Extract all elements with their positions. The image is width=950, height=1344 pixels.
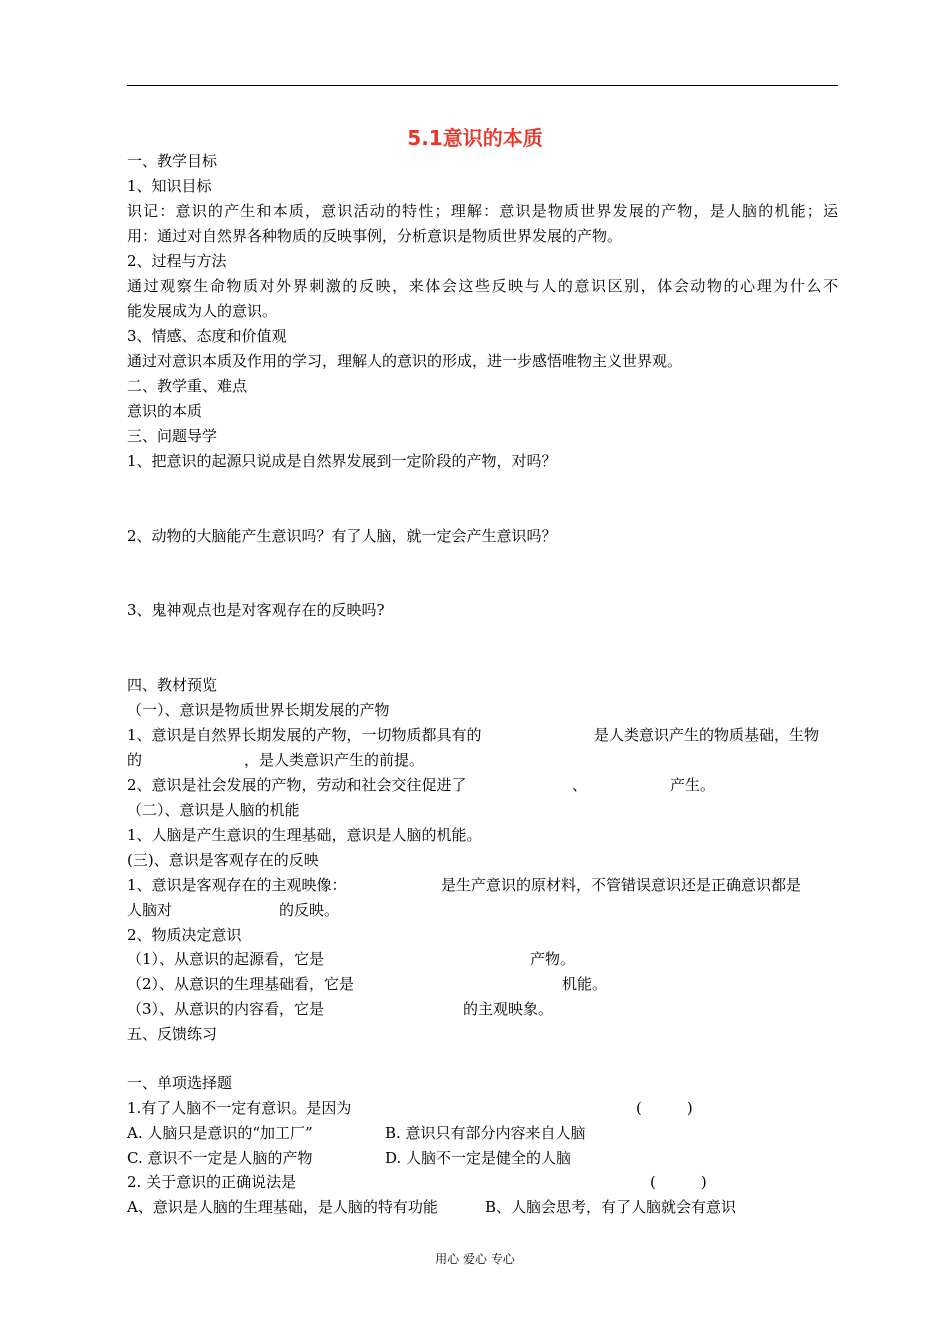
fill-line-text: ，是人类意识产生的前提。 xyxy=(244,751,425,769)
fill-line-text: 、 xyxy=(572,776,588,794)
exercise-heading: 一、单项选择题 xyxy=(127,1074,233,1092)
fill-line-text: 是生产意识的原材料，不管错误意识还是正确意识都是 xyxy=(441,876,802,894)
fill-line-text: 产物。 xyxy=(530,950,576,968)
option-b: B. 意识只有部分内容来自人脑 xyxy=(385,1124,586,1142)
paragraph-line: 能发展成为人的意识。 xyxy=(127,302,278,320)
header-rule xyxy=(127,85,838,86)
answer-blank: ( ) xyxy=(636,1099,693,1117)
fill-line-text: 是人类意识产生的物质基础，生物 xyxy=(594,726,820,744)
option-a: A. 人脑只是意识的“加工厂” xyxy=(127,1124,313,1142)
option-a: A、意识是人脑的生理基础，是人脑的特有功能 xyxy=(127,1198,438,1216)
subheading-preview-1: （一）、意识是物质世界长期发展的产物 xyxy=(127,701,390,719)
fill-line-text: 的反映。 xyxy=(279,901,340,919)
fill-line-text: （3）、从意识的内容看，它是 xyxy=(127,1000,325,1018)
subheading-knowledge: 1、知识目标 xyxy=(127,177,212,195)
fill-line-text: 1、意识是客观存在的主观映像： xyxy=(127,876,347,894)
subheading-values: 3、情感、态度和价值观 xyxy=(127,327,287,345)
option-b: B、人脑会思考，有了人脑就会有意识 xyxy=(485,1198,737,1216)
page-footer: 用心 爱心 专心 xyxy=(435,1252,515,1266)
paragraph-line: 意识的本质 xyxy=(127,402,203,420)
paragraph-line: 1、人脑是产生意识的生理基础，意识是人脑的机能。 xyxy=(127,826,482,844)
exercise-question-1: 1.有了人脑不一定有意识。是因为 xyxy=(127,1099,352,1117)
fill-line-text: （2）、从意识的生理基础看，它是 xyxy=(127,975,355,993)
fill-line-text: 2、意识是社会发展的产物，劳动和社会交往促进了 xyxy=(127,776,467,794)
exercise-question-2: 2. 关于意识的正确说法是 xyxy=(127,1173,297,1191)
fill-line-text: 1、意识是自然界长期发展的产物，一切物质都具有的 xyxy=(127,726,482,744)
subheading-preview-2: （二）、意识是人脑的机能 xyxy=(127,801,300,819)
option-c: C. 意识不一定是人脑的产物 xyxy=(127,1149,313,1167)
paragraph-line: 通过对意识本质及作用的学习，理解人的意识的形成，进一步感悟唯物主义世界观。 xyxy=(127,352,683,370)
fill-line-text: （1）、从意识的起源看，它是 xyxy=(127,950,325,968)
question-3: 3、鬼神观点也是对客观存在的反映吗? xyxy=(127,601,385,619)
question-1: 1、把意识的起源只说成是自然界发展到一定阶段的产物，对吗？ xyxy=(127,452,557,470)
paragraph-line: 用：通过对自然界各种物质的反映事例，分析意识是物质世界发展的产物。 xyxy=(127,227,623,245)
option-d: D. 人脑不一定是健全的人脑 xyxy=(385,1149,572,1167)
answer-blank: ( ) xyxy=(650,1173,707,1191)
subheading-preview-3: (三)、意识是客观存在的反映 xyxy=(127,851,319,869)
section-heading-questions: 三、问题导学 xyxy=(127,427,218,445)
paragraph-line: 2、物质决定意识 xyxy=(127,926,242,944)
page-title: 5.1意识的本质 xyxy=(407,126,543,150)
fill-line-text: 人脑对 xyxy=(127,901,173,919)
section-heading-practice: 五、反馈练习 xyxy=(127,1025,218,1043)
section-heading-preview: 四、教材预览 xyxy=(127,676,218,694)
section-heading-keypoints: 二、教学重、难点 xyxy=(127,377,248,395)
fill-line-text: 产生。 xyxy=(670,776,716,794)
subheading-process: 2、过程与方法 xyxy=(127,252,227,270)
fill-line-text: 机能。 xyxy=(562,975,608,993)
fill-line-text: 的主观映象。 xyxy=(463,1000,554,1018)
paragraph-line: 识记：意识的产生和本质，意识活动的特性；理解：意识是物质世界发展的产物，是人脑的机能；运 xyxy=(127,202,838,220)
fill-line-text: 的 xyxy=(127,751,143,769)
question-2: 2、动物的大脑能产生意识吗？有了人脑，就一定会产生意识吗？ xyxy=(127,527,557,545)
section-heading-objectives: 一、教学目标 xyxy=(127,152,218,170)
paragraph-line: 通过观察生命物质对外界刺激的反映，来体会这些反映与人的意识区别，体会动物的心理为什么不 xyxy=(127,277,838,295)
